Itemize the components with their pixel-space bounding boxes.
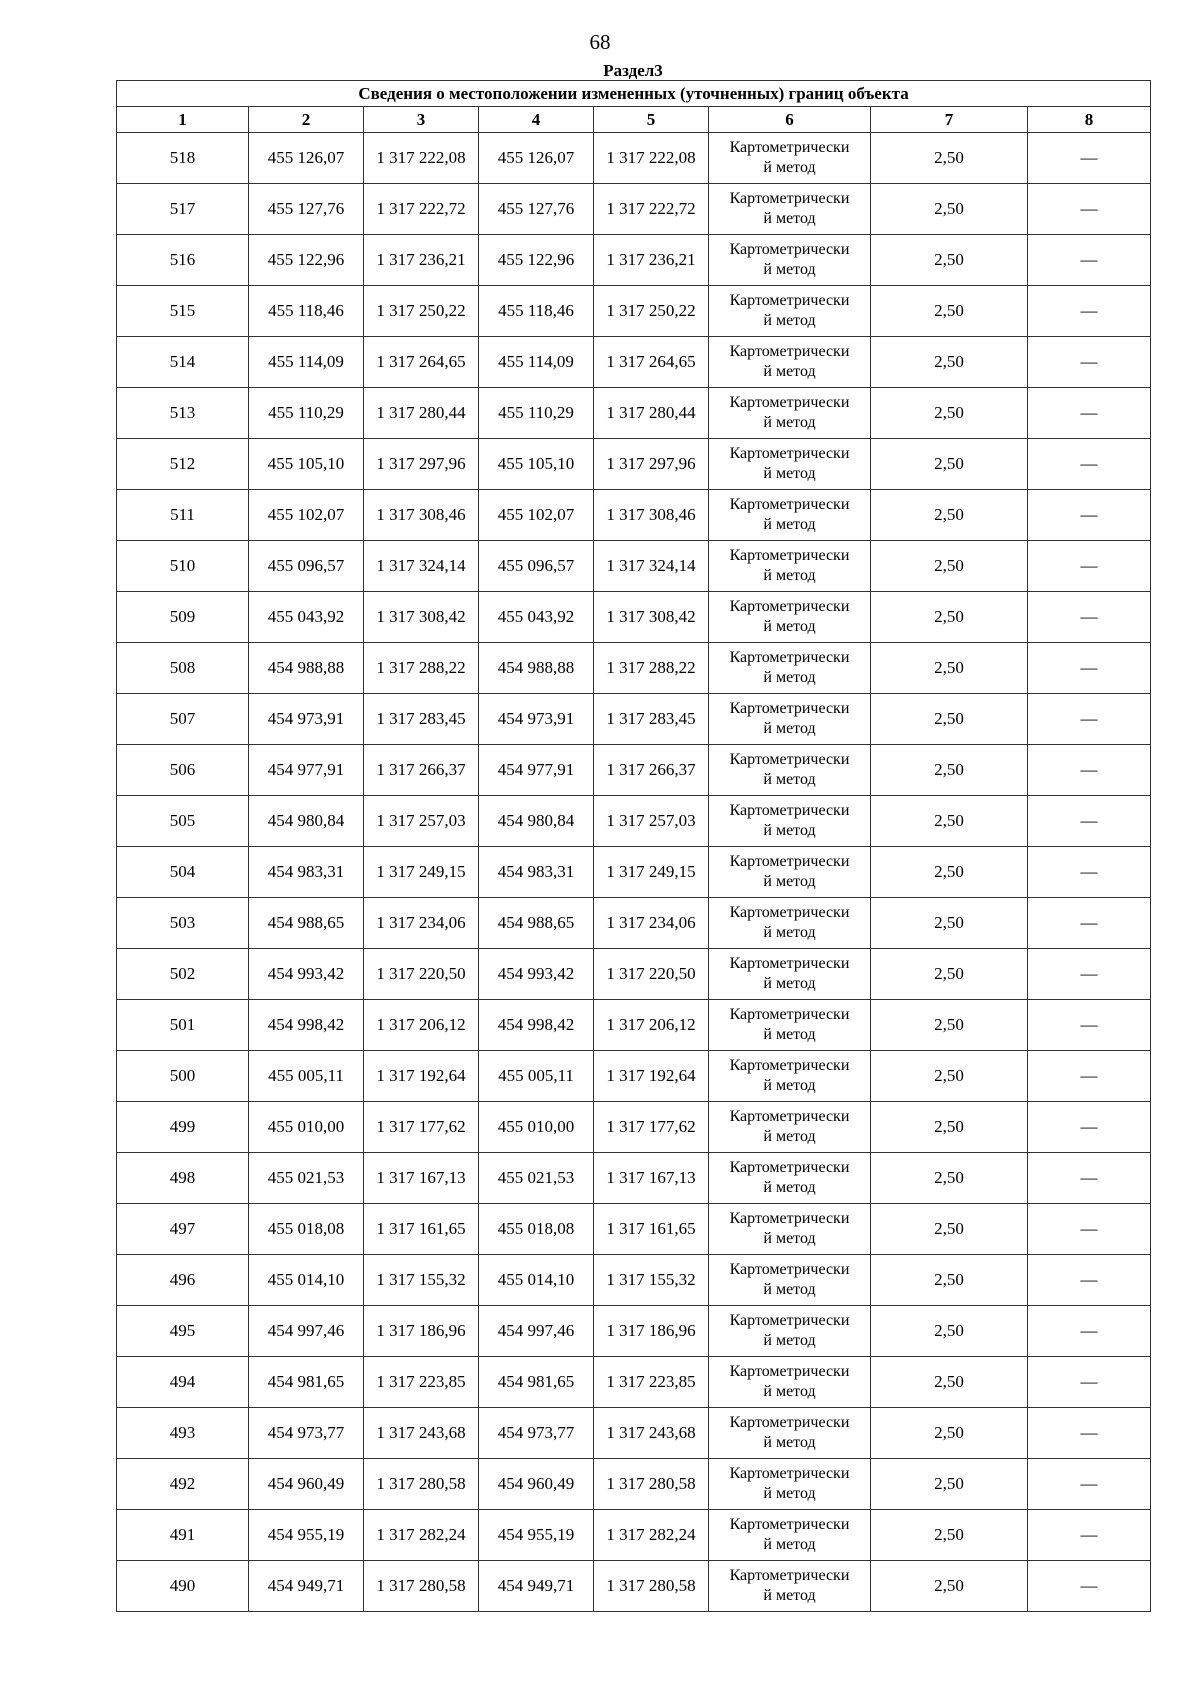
method-cell: Картометрически й метод (709, 133, 871, 184)
existing-y-cell: 1 317 280,58 (364, 1561, 479, 1612)
column-number-8: 8 (1028, 107, 1151, 133)
existing-x-cell: 455 010,00 (249, 1102, 364, 1153)
existing-x-cell: 455 014,10 (249, 1255, 364, 1306)
note-cell: — (1028, 745, 1151, 796)
table-row (117, 1357, 1151, 1408)
note-cell: — (1028, 1357, 1151, 1408)
updated-y-cell: 1 317 308,46 (594, 490, 709, 541)
existing-y-cell: 1 317 186,96 (364, 1306, 479, 1357)
method-cell: Картометрически й метод (709, 1255, 871, 1306)
updated-x-cell: 454 993,42 (479, 949, 594, 1000)
point-number-cell: 509 (117, 592, 249, 643)
note-cell: — (1028, 949, 1151, 1000)
accuracy-cell: 2,50 (871, 1306, 1028, 1357)
point-number-cell: 506 (117, 745, 249, 796)
updated-y-cell: 1 317 234,06 (594, 898, 709, 949)
updated-y-cell: 1 317 222,08 (594, 133, 709, 184)
existing-x-cell: 454 955,19 (249, 1510, 364, 1561)
note-cell: — (1028, 1306, 1151, 1357)
updated-y-cell: 1 317 288,22 (594, 643, 709, 694)
point-number-cell: 517 (117, 184, 249, 235)
table-caption-row (117, 81, 1151, 107)
table-row (117, 1306, 1151, 1357)
point-number-cell: 494 (117, 1357, 249, 1408)
note-cell: — (1028, 235, 1151, 286)
column-number-row (117, 107, 1151, 133)
updated-y-cell: 1 317 297,96 (594, 439, 709, 490)
table-row (117, 337, 1151, 388)
existing-y-cell: 1 317 167,13 (364, 1153, 479, 1204)
existing-x-cell: 454 973,91 (249, 694, 364, 745)
point-number-cell: 516 (117, 235, 249, 286)
existing-y-cell: 1 317 243,68 (364, 1408, 479, 1459)
existing-y-cell: 1 317 308,46 (364, 490, 479, 541)
existing-y-cell: 1 317 155,32 (364, 1255, 479, 1306)
table-row (117, 847, 1151, 898)
updated-x-cell: 455 102,07 (479, 490, 594, 541)
note-cell: — (1028, 1204, 1151, 1255)
existing-x-cell: 455 043,92 (249, 592, 364, 643)
method-cell: Картометрически й метод (709, 1408, 871, 1459)
updated-y-cell: 1 317 283,45 (594, 694, 709, 745)
section-label: Раздел3 (603, 61, 663, 80)
point-number-cell: 507 (117, 694, 249, 745)
existing-x-cell: 455 018,08 (249, 1204, 364, 1255)
accuracy-cell: 2,50 (871, 1000, 1028, 1051)
existing-y-cell: 1 317 257,03 (364, 796, 479, 847)
note-cell: — (1028, 898, 1151, 949)
point-number-cell: 515 (117, 286, 249, 337)
updated-y-cell: 1 317 206,12 (594, 1000, 709, 1051)
accuracy-cell: 2,50 (871, 745, 1028, 796)
accuracy-cell: 2,50 (871, 1561, 1028, 1612)
accuracy-cell: 2,50 (871, 235, 1028, 286)
updated-x-cell: 455 126,07 (479, 133, 594, 184)
method-cell: Картометрически й метод (709, 1510, 871, 1561)
table-row (117, 1255, 1151, 1306)
method-cell: Картометрически й метод (709, 796, 871, 847)
accuracy-cell: 2,50 (871, 286, 1028, 337)
updated-y-cell: 1 317 155,32 (594, 1255, 709, 1306)
method-cell: Картометрически й метод (709, 694, 871, 745)
existing-y-cell: 1 317 223,85 (364, 1357, 479, 1408)
method-cell: Картометрически й метод (709, 949, 871, 1000)
column-number-5: 5 (594, 107, 709, 133)
existing-x-cell: 455 114,09 (249, 337, 364, 388)
note-cell: — (1028, 1255, 1151, 1306)
accuracy-cell: 2,50 (871, 949, 1028, 1000)
point-number-cell: 491 (117, 1510, 249, 1561)
existing-x-cell: 454 973,77 (249, 1408, 364, 1459)
point-number-cell: 502 (117, 949, 249, 1000)
table-row (117, 1102, 1151, 1153)
updated-y-cell: 1 317 161,65 (594, 1204, 709, 1255)
updated-x-cell: 455 118,46 (479, 286, 594, 337)
point-number-cell: 518 (117, 133, 249, 184)
point-number-cell: 492 (117, 1459, 249, 1510)
method-cell: Картометрически й метод (709, 643, 871, 694)
accuracy-cell: 2,50 (871, 1357, 1028, 1408)
table-row (117, 1561, 1151, 1612)
updated-x-cell: 454 949,71 (479, 1561, 594, 1612)
existing-x-cell: 454 960,49 (249, 1459, 364, 1510)
existing-x-cell: 455 102,07 (249, 490, 364, 541)
updated-y-cell: 1 317 282,24 (594, 1510, 709, 1561)
updated-y-cell: 1 317 223,85 (594, 1357, 709, 1408)
accuracy-cell: 2,50 (871, 694, 1028, 745)
updated-x-cell: 455 122,96 (479, 235, 594, 286)
updated-x-cell: 454 973,77 (479, 1408, 594, 1459)
accuracy-cell: 2,50 (871, 541, 1028, 592)
table-row (117, 286, 1151, 337)
updated-x-cell: 454 988,65 (479, 898, 594, 949)
existing-x-cell: 455 127,76 (249, 184, 364, 235)
existing-y-cell: 1 317 206,12 (364, 1000, 479, 1051)
existing-x-cell: 454 980,84 (249, 796, 364, 847)
table-body (117, 133, 1151, 1612)
updated-x-cell: 454 981,65 (479, 1357, 594, 1408)
point-number-cell: 510 (117, 541, 249, 592)
column-number-6: 6 (709, 107, 871, 133)
accuracy-cell: 2,50 (871, 847, 1028, 898)
column-number-1: 1 (117, 107, 249, 133)
existing-y-cell: 1 317 250,22 (364, 286, 479, 337)
note-cell: — (1028, 1051, 1151, 1102)
updated-y-cell: 1 317 192,64 (594, 1051, 709, 1102)
note-cell: — (1028, 1561, 1151, 1612)
existing-y-cell: 1 317 266,37 (364, 745, 479, 796)
accuracy-cell: 2,50 (871, 1255, 1028, 1306)
method-cell: Картометрически й метод (709, 286, 871, 337)
existing-x-cell: 454 977,91 (249, 745, 364, 796)
accuracy-cell: 2,50 (871, 1408, 1028, 1459)
existing-x-cell: 455 021,53 (249, 1153, 364, 1204)
existing-y-cell: 1 317 297,96 (364, 439, 479, 490)
point-number-cell: 505 (117, 796, 249, 847)
table-row (117, 235, 1151, 286)
accuracy-cell: 2,50 (871, 337, 1028, 388)
existing-y-cell: 1 317 220,50 (364, 949, 479, 1000)
note-cell: — (1028, 1000, 1151, 1051)
updated-y-cell: 1 317 308,42 (594, 592, 709, 643)
table-row (117, 1510, 1151, 1561)
existing-x-cell: 454 981,65 (249, 1357, 364, 1408)
method-cell: Картометрически й метод (709, 1000, 871, 1051)
note-cell: — (1028, 592, 1151, 643)
updated-y-cell: 1 317 177,62 (594, 1102, 709, 1153)
method-cell: Картометрически й метод (709, 235, 871, 286)
note-cell: — (1028, 184, 1151, 235)
updated-x-cell: 454 998,42 (479, 1000, 594, 1051)
note-cell: — (1028, 796, 1151, 847)
note-cell: — (1028, 643, 1151, 694)
point-number-cell: 513 (117, 388, 249, 439)
existing-x-cell: 455 126,07 (249, 133, 364, 184)
updated-x-cell: 454 973,91 (479, 694, 594, 745)
method-cell: Картометрически й метод (709, 490, 871, 541)
note-cell: — (1028, 337, 1151, 388)
updated-y-cell: 1 317 280,58 (594, 1561, 709, 1612)
note-cell: — (1028, 1153, 1151, 1204)
existing-y-cell: 1 317 324,14 (364, 541, 479, 592)
updated-x-cell: 454 988,88 (479, 643, 594, 694)
accuracy-cell: 2,50 (871, 898, 1028, 949)
point-number-cell: 493 (117, 1408, 249, 1459)
table-row (117, 439, 1151, 490)
updated-x-cell: 455 010,00 (479, 1102, 594, 1153)
updated-y-cell: 1 317 264,65 (594, 337, 709, 388)
table-row (117, 1408, 1151, 1459)
point-number-cell: 511 (117, 490, 249, 541)
updated-x-cell: 455 096,57 (479, 541, 594, 592)
accuracy-cell: 2,50 (871, 490, 1028, 541)
accuracy-cell: 2,50 (871, 796, 1028, 847)
point-number-cell: 499 (117, 1102, 249, 1153)
existing-y-cell: 1 317 308,42 (364, 592, 479, 643)
point-number-cell: 496 (117, 1255, 249, 1306)
existing-y-cell: 1 317 264,65 (364, 337, 479, 388)
existing-y-cell: 1 317 249,15 (364, 847, 479, 898)
table-row (117, 592, 1151, 643)
existing-y-cell: 1 317 283,45 (364, 694, 479, 745)
table-row (117, 541, 1151, 592)
existing-x-cell: 454 949,71 (249, 1561, 364, 1612)
table-row (117, 133, 1151, 184)
column-number-2: 2 (249, 107, 364, 133)
existing-x-cell: 454 983,31 (249, 847, 364, 898)
point-number-cell: 508 (117, 643, 249, 694)
note-cell: — (1028, 439, 1151, 490)
method-cell: Картометрически й метод (709, 745, 871, 796)
point-number-cell: 495 (117, 1306, 249, 1357)
method-cell: Картометрически й метод (709, 388, 871, 439)
table-row (117, 1153, 1151, 1204)
updated-y-cell: 1 317 249,15 (594, 847, 709, 898)
updated-y-cell: 1 317 257,03 (594, 796, 709, 847)
existing-y-cell: 1 317 236,21 (364, 235, 479, 286)
existing-x-cell: 455 118,46 (249, 286, 364, 337)
point-number-cell: 512 (117, 439, 249, 490)
table-row (117, 949, 1151, 1000)
note-cell: — (1028, 541, 1151, 592)
method-cell: Картометрически й метод (709, 1102, 871, 1153)
updated-x-cell: 455 021,53 (479, 1153, 594, 1204)
accuracy-cell: 2,50 (871, 388, 1028, 439)
existing-x-cell: 455 005,11 (249, 1051, 364, 1102)
accuracy-cell: 2,50 (871, 439, 1028, 490)
table-row (117, 1051, 1151, 1102)
updated-x-cell: 454 977,91 (479, 745, 594, 796)
method-cell: Картометрически й метод (709, 847, 871, 898)
updated-x-cell: 455 114,09 (479, 337, 594, 388)
existing-y-cell: 1 317 192,64 (364, 1051, 479, 1102)
note-cell: — (1028, 694, 1151, 745)
accuracy-cell: 2,50 (871, 643, 1028, 694)
updated-x-cell: 455 018,08 (479, 1204, 594, 1255)
table-row (117, 1459, 1151, 1510)
table-row (117, 1000, 1151, 1051)
table-row (117, 388, 1151, 439)
updated-x-cell: 454 997,46 (479, 1306, 594, 1357)
method-cell: Картометрически й метод (709, 1561, 871, 1612)
method-cell: Картометрически й метод (709, 592, 871, 643)
existing-y-cell: 1 317 177,62 (364, 1102, 479, 1153)
page-number: 68 (589, 30, 611, 54)
table-row (117, 796, 1151, 847)
point-number-cell: 503 (117, 898, 249, 949)
updated-x-cell: 455 005,11 (479, 1051, 594, 1102)
note-cell: — (1028, 847, 1151, 898)
updated-x-cell: 455 014,10 (479, 1255, 594, 1306)
updated-y-cell: 1 317 167,13 (594, 1153, 709, 1204)
existing-x-cell: 454 997,46 (249, 1306, 364, 1357)
table-row (117, 745, 1151, 796)
updated-x-cell: 454 980,84 (479, 796, 594, 847)
method-cell: Картометрически й метод (709, 1306, 871, 1357)
accuracy-cell: 2,50 (871, 592, 1028, 643)
method-cell: Картометрически й метод (709, 439, 871, 490)
updated-y-cell: 1 317 222,72 (594, 184, 709, 235)
updated-x-cell: 455 127,76 (479, 184, 594, 235)
table-row (117, 643, 1151, 694)
accuracy-cell: 2,50 (871, 1153, 1028, 1204)
method-cell: Картометрически й метод (709, 541, 871, 592)
updated-y-cell: 1 317 324,14 (594, 541, 709, 592)
point-number-cell: 500 (117, 1051, 249, 1102)
existing-y-cell: 1 317 280,44 (364, 388, 479, 439)
updated-y-cell: 1 317 280,44 (594, 388, 709, 439)
point-number-cell: 497 (117, 1204, 249, 1255)
table-row (117, 1204, 1151, 1255)
coordinates-table (116, 80, 1151, 1612)
table-row (117, 898, 1151, 949)
column-number-4: 4 (479, 107, 594, 133)
method-cell: Картометрически й метод (709, 1459, 871, 1510)
updated-x-cell: 454 955,19 (479, 1510, 594, 1561)
note-cell: — (1028, 286, 1151, 337)
updated-y-cell: 1 317 266,37 (594, 745, 709, 796)
point-number-cell: 514 (117, 337, 249, 388)
existing-x-cell: 454 988,88 (249, 643, 364, 694)
accuracy-cell: 2,50 (871, 1102, 1028, 1153)
point-number-cell: 490 (117, 1561, 249, 1612)
table-row (117, 694, 1151, 745)
existing-x-cell: 455 105,10 (249, 439, 364, 490)
updated-y-cell: 1 317 243,68 (594, 1408, 709, 1459)
method-cell: Картометрически й метод (709, 337, 871, 388)
updated-x-cell: 454 960,49 (479, 1459, 594, 1510)
point-number-cell: 504 (117, 847, 249, 898)
note-cell: — (1028, 1408, 1151, 1459)
existing-y-cell: 1 317 161,65 (364, 1204, 479, 1255)
existing-y-cell: 1 317 222,08 (364, 133, 479, 184)
existing-x-cell: 455 122,96 (249, 235, 364, 286)
method-cell: Картометрически й метод (709, 1204, 871, 1255)
accuracy-cell: 2,50 (871, 1204, 1028, 1255)
existing-y-cell: 1 317 282,24 (364, 1510, 479, 1561)
accuracy-cell: 2,50 (871, 1510, 1028, 1561)
note-cell: — (1028, 388, 1151, 439)
note-cell: — (1028, 1102, 1151, 1153)
point-number-cell: 498 (117, 1153, 249, 1204)
existing-y-cell: 1 317 222,72 (364, 184, 479, 235)
table-row (117, 184, 1151, 235)
existing-y-cell: 1 317 234,06 (364, 898, 479, 949)
updated-x-cell: 455 043,92 (479, 592, 594, 643)
updated-x-cell: 454 983,31 (479, 847, 594, 898)
updated-y-cell: 1 317 220,50 (594, 949, 709, 1000)
note-cell: — (1028, 490, 1151, 541)
accuracy-cell: 2,50 (871, 184, 1028, 235)
updated-y-cell: 1 317 250,22 (594, 286, 709, 337)
method-cell: Картометрически й метод (709, 1357, 871, 1408)
existing-x-cell: 455 110,29 (249, 388, 364, 439)
updated-y-cell: 1 317 236,21 (594, 235, 709, 286)
note-cell: — (1028, 133, 1151, 184)
accuracy-cell: 2,50 (871, 133, 1028, 184)
existing-x-cell: 454 988,65 (249, 898, 364, 949)
coordinates-table-section (116, 62, 1150, 1612)
updated-x-cell: 455 110,29 (479, 388, 594, 439)
existing-x-cell: 454 993,42 (249, 949, 364, 1000)
column-number-7: 7 (871, 107, 1028, 133)
method-cell: Картометрически й метод (709, 1153, 871, 1204)
accuracy-cell: 2,50 (871, 1051, 1028, 1102)
existing-x-cell: 455 096,57 (249, 541, 364, 592)
updated-x-cell: 455 105,10 (479, 439, 594, 490)
existing-y-cell: 1 317 280,58 (364, 1459, 479, 1510)
note-cell: — (1028, 1510, 1151, 1561)
point-number-cell: 501 (117, 1000, 249, 1051)
note-cell: — (1028, 1459, 1151, 1510)
column-number-3: 3 (364, 107, 479, 133)
method-cell: Картометрически й метод (709, 1051, 871, 1102)
table-caption: Сведения о местоположении измененных (уточненных) границ объекта (117, 81, 1151, 107)
table-row (117, 490, 1151, 541)
updated-y-cell: 1 317 186,96 (594, 1306, 709, 1357)
accuracy-cell: 2,50 (871, 1459, 1028, 1510)
updated-y-cell: 1 317 280,58 (594, 1459, 709, 1510)
existing-x-cell: 454 998,42 (249, 1000, 364, 1051)
method-cell: Картометрически й метод (709, 898, 871, 949)
method-cell: Картометрически й метод (709, 184, 871, 235)
existing-y-cell: 1 317 288,22 (364, 643, 479, 694)
